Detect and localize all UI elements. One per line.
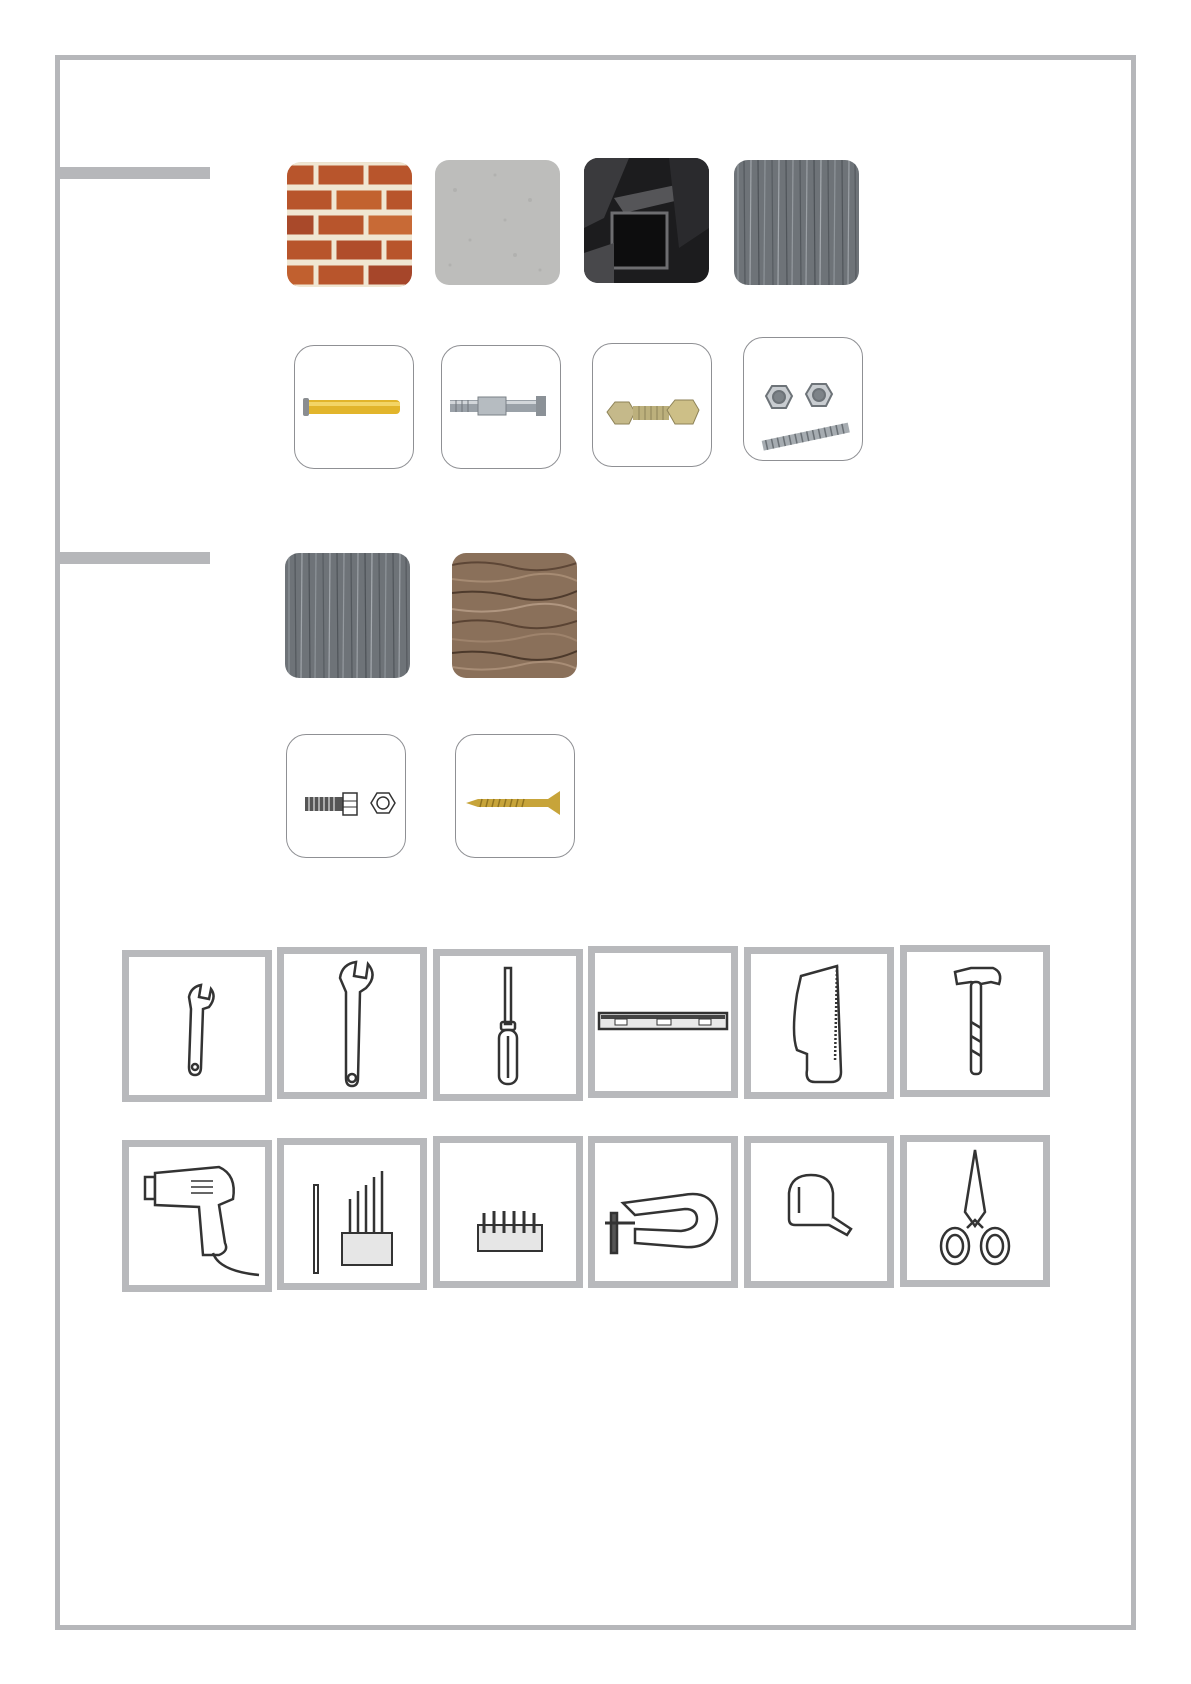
section-marker-2 (55, 552, 210, 564)
wood-texture (452, 553, 577, 678)
brick-texture (287, 162, 412, 287)
adjustable-wrench-small-icon (122, 950, 272, 1102)
electric-drill-icon (122, 1140, 272, 1292)
sleeve-anchor-icon (441, 345, 561, 469)
screwdriver-icon (433, 949, 583, 1101)
screwdriver-bits-icon (433, 1136, 583, 1288)
drill-bits-icon (277, 1138, 427, 1290)
adjustable-wrench-large-icon (277, 947, 427, 1099)
scissors-icon (900, 1135, 1050, 1287)
brushed-metal-texture (285, 553, 410, 678)
hex-bolt-icon (592, 343, 712, 467)
anchor-capsule-icon (294, 345, 414, 469)
spirit-level-icon (588, 946, 738, 1098)
concrete-texture (435, 160, 560, 285)
wood-screw-icon (455, 734, 575, 858)
bolt-drawing-icon (286, 734, 406, 858)
tape-measure-icon (744, 1136, 894, 1288)
steel-texture (584, 158, 709, 283)
brushed-metal-texture (734, 160, 859, 285)
hammer-icon (900, 945, 1050, 1097)
c-clamp-icon (588, 1136, 738, 1288)
hacksaw-icon (744, 947, 894, 1099)
section-marker-1 (55, 167, 210, 179)
threaded-rod-icon (743, 337, 863, 461)
page-frame (55, 55, 1136, 1630)
